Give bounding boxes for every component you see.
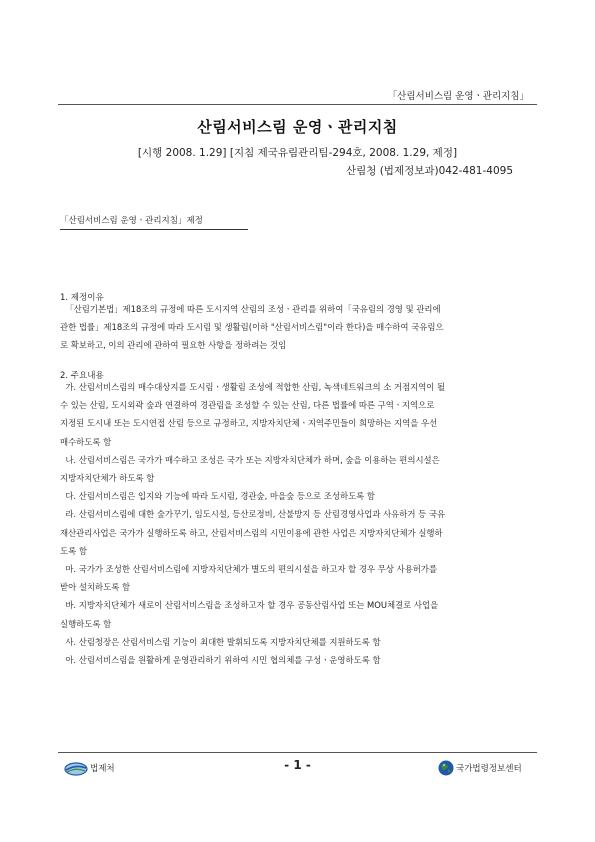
footer-left-org: 법제처 bbox=[90, 764, 115, 774]
enactment-label: 「산림서비스림 운영ㆍ관리지침」제정 bbox=[60, 216, 203, 226]
section-heading-reason: 1. 제정이유 bbox=[60, 293, 104, 303]
footer-right-org: 국가법령정보센터 bbox=[456, 764, 522, 774]
document-subtitle: [시행 2008. 1.29] [지침 제국유림관리팀-294호, 2008. 1.29, 제정] bbox=[137, 147, 458, 159]
footer-divider bbox=[58, 752, 537, 753]
section-body-main: 가. 산림서비스림의 매수대상지를 도시림ㆍ생활림 조성에 적합한 산림, 녹색네트워크의 소 거점지역이 될 수 있는 산림, 도시외곽 숲과 연결하여 경관림을 조성할 수 있는 산림, 다른 법률에 따른 구역ㆍ지역으로 지정된 도시내 또는 도시연접 산림 등으로 규정하고, 지방자치단체ㆍ지역주민들이 희망하는 지역을 우선 매수하도록 함 나. 산림서비스림은 국가가 매수하고 조성은 국가 또는 지방자치단체가 하며, 숲을 이용하는 편의시설은 지방자치단체가 하도록 함 다. 산림서비스림은 입지와 기능에 따라 도시림, 경관숲, 마을숲 등으로 조성하도록 함 라. 산림서비스림에 대한 숲가꾸기, 임도시설, 등산로정비, 산불방지 등 산림경영사업과 사유하거 등 국유 재산관리사업은 국가가 실행하도록 하고, 산림서비스림의 시민이용에 관한 사업은 지방자치단체가 실행하 도록 함 마. 국가가 조성한 산림서비스림에 지방자치단체가 별도의 편의시설을 하고자 할 경우 무상 사용허가를 받아 설치하도록 함 바. 지방자치단체가 새로이 산림서비스림을 조성하고자 할 경우 공동산림사업 또는 MOU체결로 사업을 실행하도록 함 사. 산림청장은 산림서비스림 기능이 최대한 발휘되도록 지방자치단체를 지원하도록 함 아. 산림서비스림을 원활하게 운영관리하기 위하여 시민 협의체를 구성ㆍ운영하도록 함 bbox=[60, 382, 446, 666]
section-heading-main: 2. 주요내용 bbox=[60, 371, 104, 381]
header-divider bbox=[58, 104, 537, 105]
page-number: - 1 - bbox=[284, 758, 311, 772]
section-body-reason: 「산림기본법」제18조의 규정에 따른 도시지역 산림의 조성ㆍ관리를 위하여「국유림의 경영 및 관리에 관한 법률」제18조의 규정에 따라 도시림 및 생활림(이하 "산림서비스림"이라 한다)을 매수하여 국유림으 로 확보하고, 이의 관리에 관하여 필요한 사항을 정하려는 것임 bbox=[60, 304, 444, 351]
enactment-underline bbox=[60, 229, 248, 230]
ministry-contact: 산림청 (법제정보과)042-481-4095 bbox=[345, 165, 513, 177]
running-title: 「산림서비스림 운영ㆍ관리지침」 bbox=[387, 91, 529, 102]
document-title: 산림서비스림 운영ㆍ관리지침 bbox=[197, 118, 398, 136]
law-center-globe-logo-icon bbox=[438, 760, 454, 776]
